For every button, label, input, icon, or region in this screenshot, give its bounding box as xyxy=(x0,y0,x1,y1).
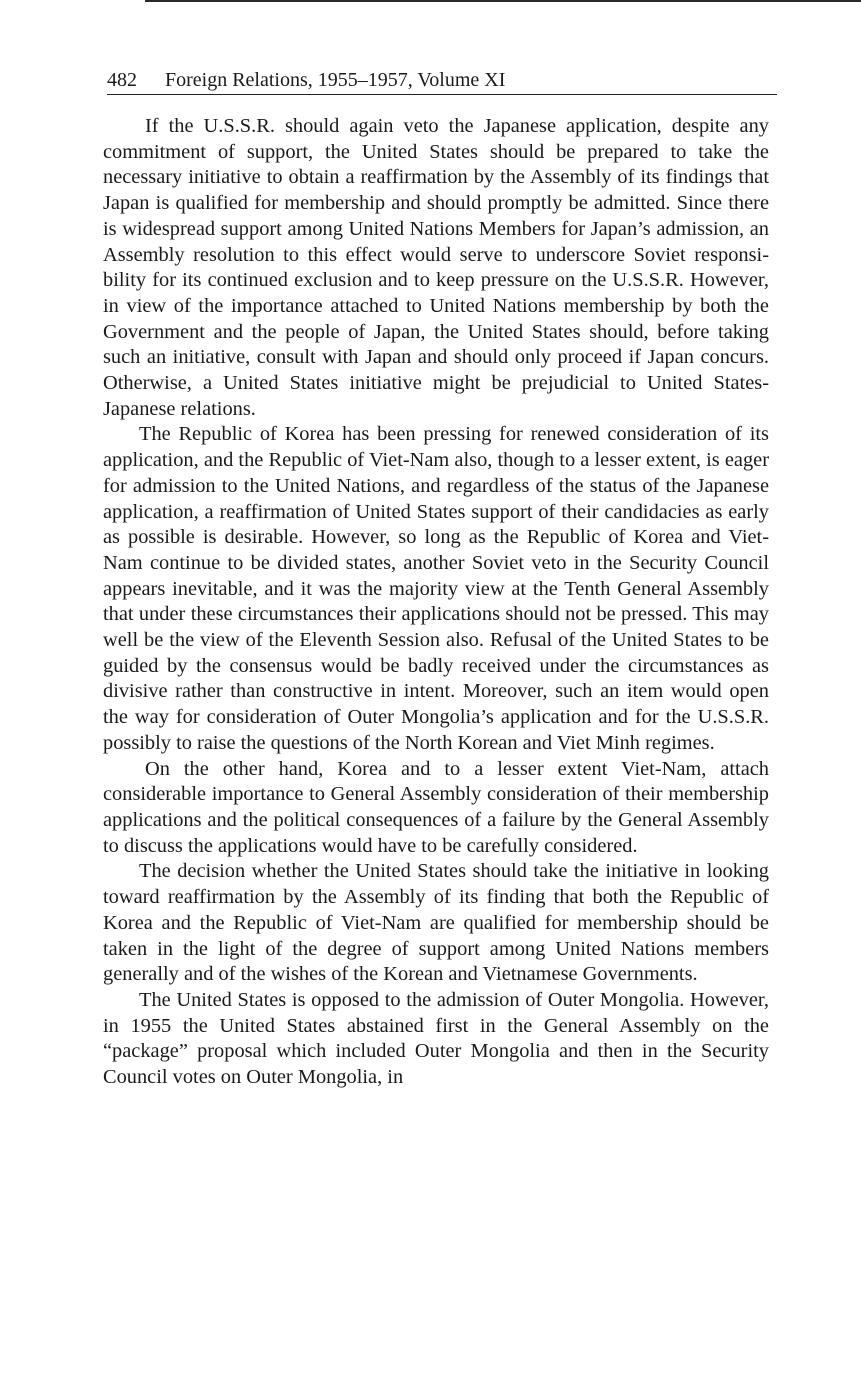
running-header xyxy=(107,66,777,95)
body-text xyxy=(103,114,769,1091)
top-scan-edge xyxy=(145,0,861,2)
paragraph-other-hand: On the other hand, Korea and to a lesser extent Viet-Nam, attach considerable importance to General Assembly consideration of their membership applications and the political consequences of a failure by the General Assembly to discuss the applications would have to be carefully considered. xyxy=(103,757,769,857)
paragraph-japan-veto: If the U.S.S.R. should again veto the Japanese application, despite any commitment of support, the United States should be prepared to take the necessary initiative to obtain a reaffirmation by the Assembly of its findings that Japan is qualified for membership and should promptly be admitted. Since there is widespread support among United Nations Members for Japan’s admission, an Assembly resolution to this effect would serve to underscore Soviet responsibility for its continued exclusion and to keep pressure on the U.S.S.R. However, in view of the importance attached to United Nations membership by both the Government and the people of Japan, the United States should, before taking such an initiative, consult with Japan and should only proceed if Japan concurs. Otherwise, a United States initiative might be prejudicial to United States-Japanese relations. xyxy=(103,115,769,420)
page-number: 482 xyxy=(107,69,137,91)
paragraph-decision: The decision whether the United States should take the initiative in looking toward reaffirmation by the Assembly of its finding that both the Republic of Korea and the Republic of Viet-Nam are qualified for membership should be taken in the light of the degree of support among United Nations members generally and of the wishes of the Korean and Vietnamese Governments. xyxy=(103,860,769,986)
running-title: Foreign Relations, 1955–1957, Volume XI xyxy=(165,69,506,91)
paragraph-korea-vietnam: The Republic of Korea has been pressing for renewed consideration of its application, and the Republic of Viet-Nam also, though to a lesser extent, is eager for admission to the United Nations, and regardless of the status of the Japanese application, a reaffirmation of United States support of their candidacies as early as possible is desirable. However, so long as the Republic of Korea and Viet-Nam continue to be divided states, another Soviet veto in the Security Council appears inevitable, and it was the majority view at the Tenth General Assembly that under these circumstances their applications should not be pressed. This may well be the view of the Eleventh Session also. Refusal of the United States to be guided by the consensus would be badly received under the circumstances as divisive rather than constructive in intent. Moreover, such an item would open the way for consideration of Outer Mongolia’s application and for the U.S.S.R. possibly to raise the questions of the North Korean and Viet Minh regimes. xyxy=(103,423,769,754)
paragraph-outer-mongolia: The United States is opposed to the admission of Outer Mongolia. However, in 1955 the United States abstained first in the General Assembly on the “package” proposal which included Outer Mongolia and then in the Security Council votes on Outer Mongolia, in xyxy=(103,988,769,1089)
